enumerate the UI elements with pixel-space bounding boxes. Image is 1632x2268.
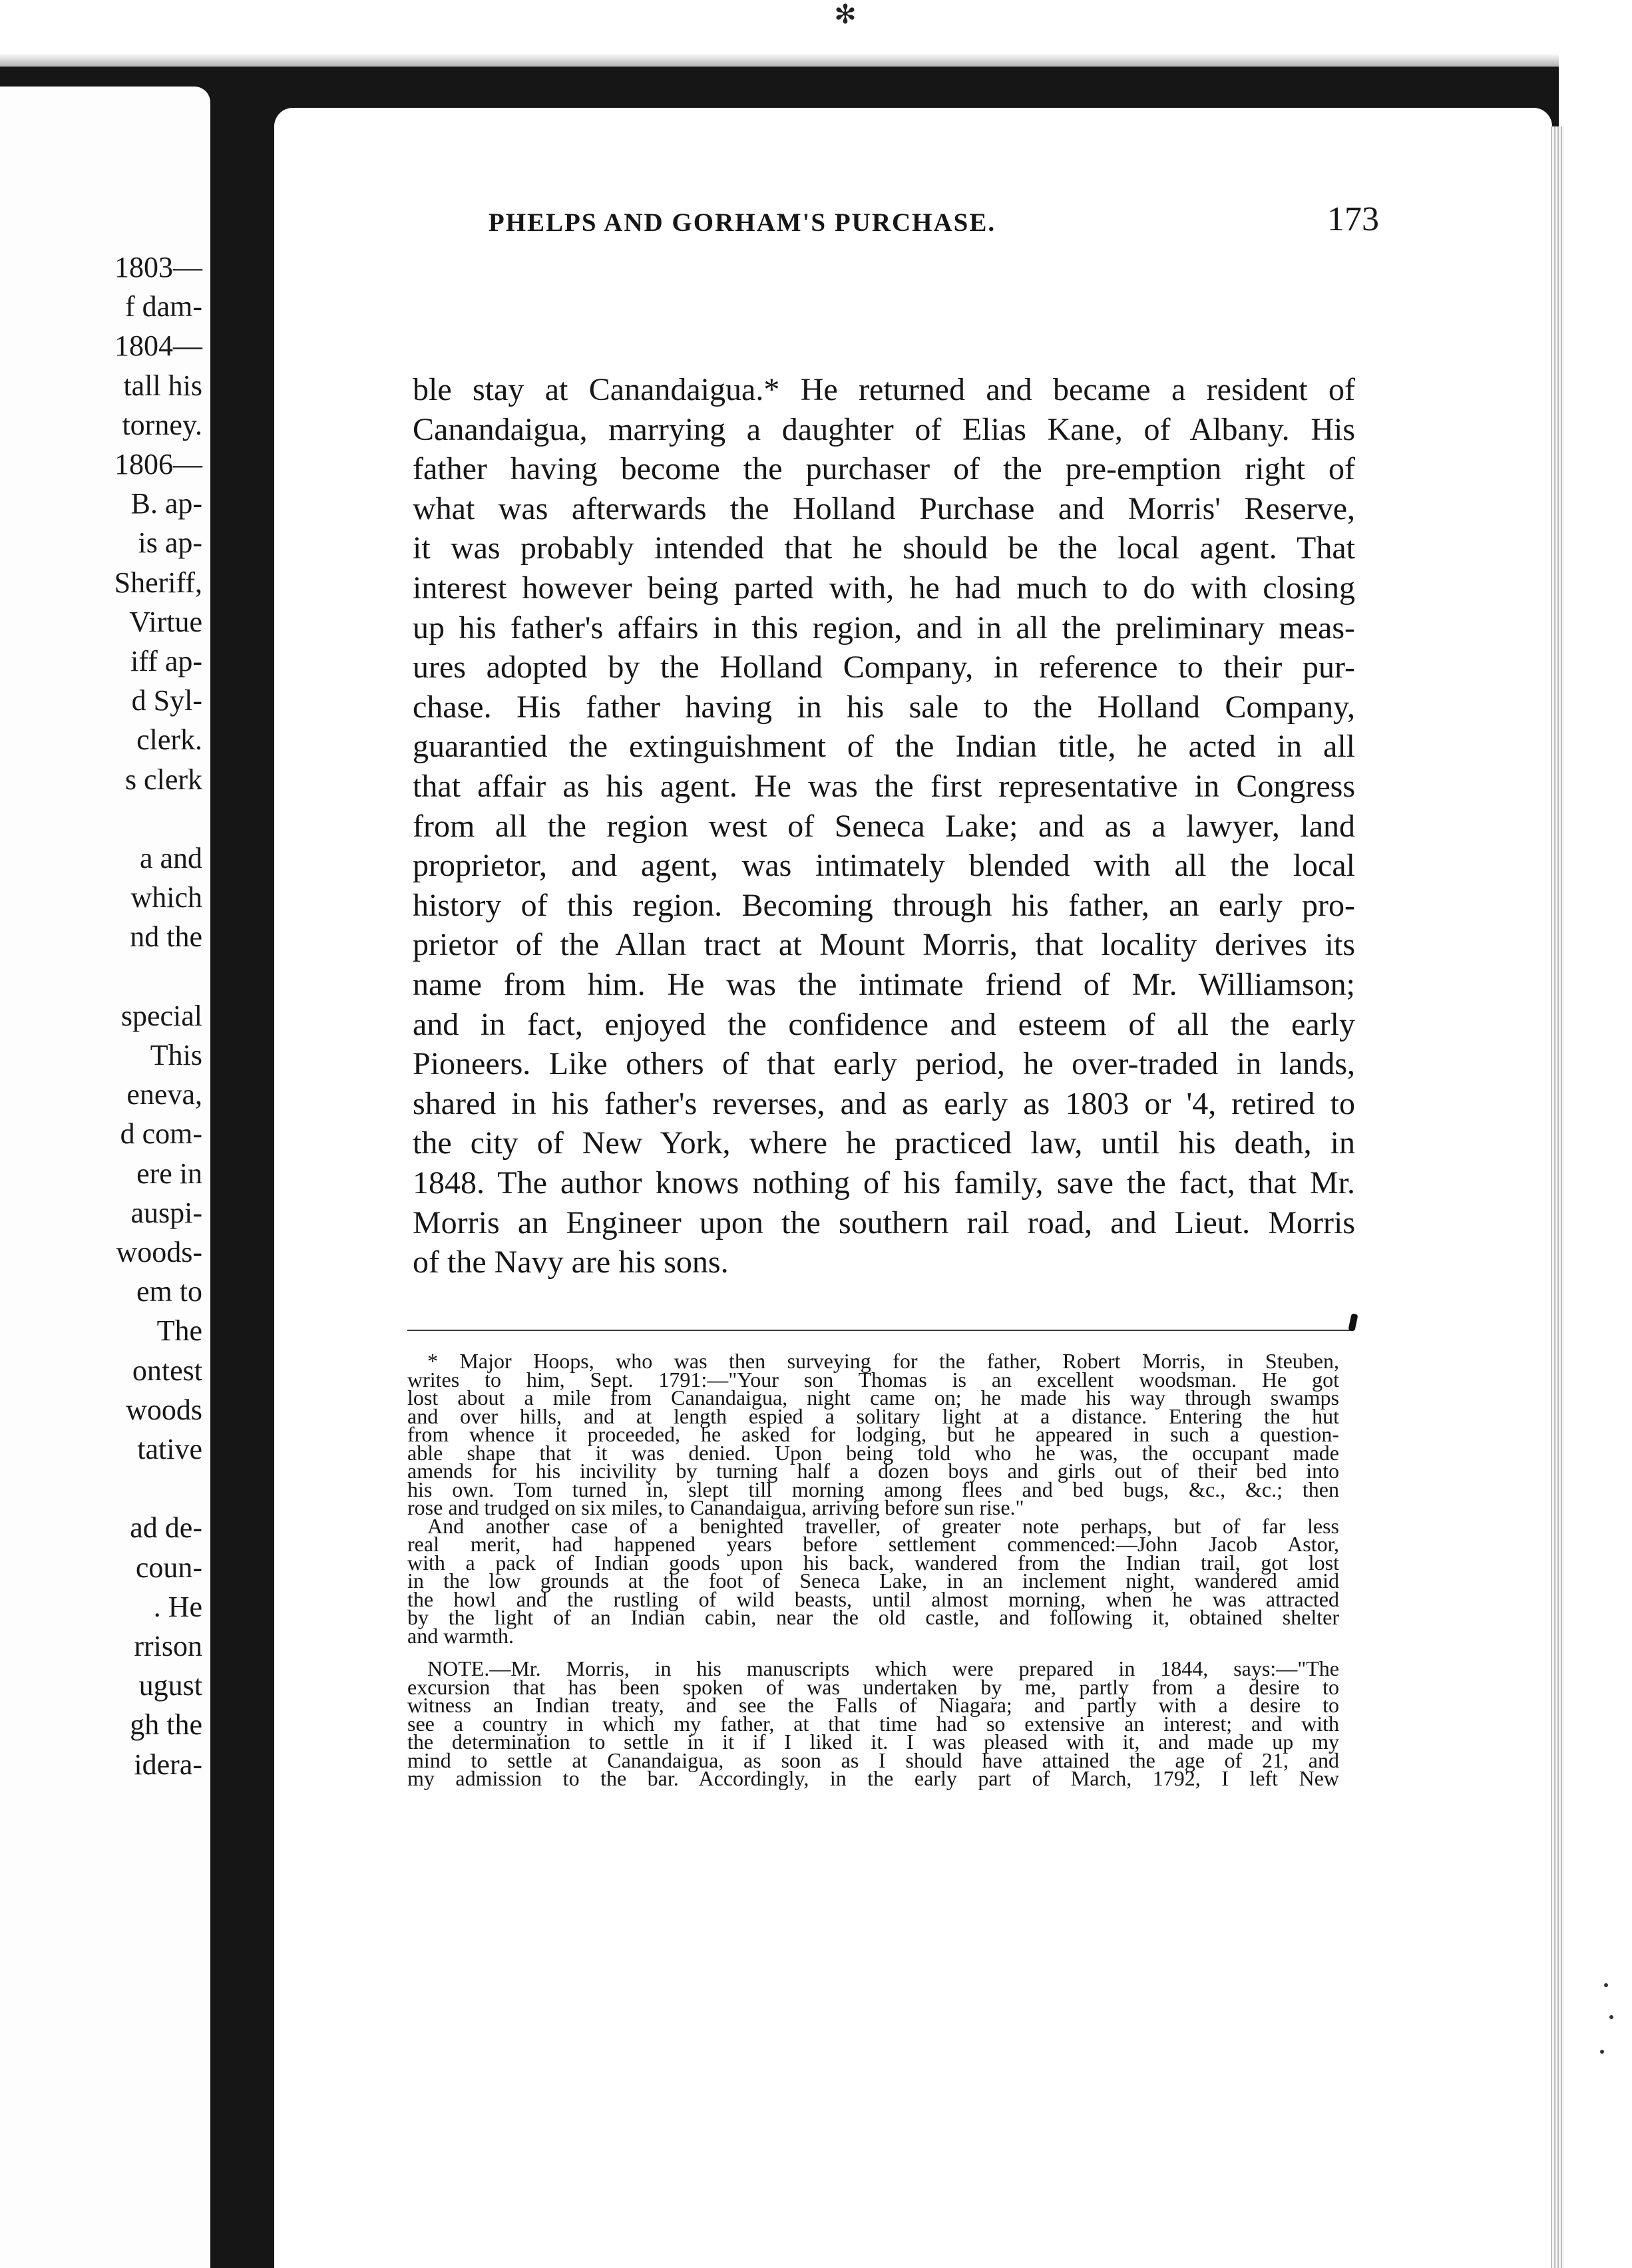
body-line: ures adopted by the Holland Company, in reference to their pur-: [413, 650, 1355, 685]
previous-page-line: eneva,: [126, 1078, 202, 1111]
previous-page-line: nd the: [130, 920, 202, 954]
previous-page-line: d com-: [120, 1117, 202, 1151]
body-line: Pioneers. Like others of that early period, he over-traded in lands,: [413, 1046, 1355, 1082]
note-line: see a country in which my father, at that time had so extensive an interest; and with: [407, 1711, 1339, 1736]
previous-page-line: ontest: [132, 1354, 202, 1387]
previous-page-line: . He: [153, 1590, 202, 1623]
note-line: NOTE.—Mr. Morris, in his manuscripts which were prepared in 1844, says:—"The: [427, 1656, 1339, 1680]
body-line: chase. His father having in his sale to the Holland Company,: [413, 689, 1355, 725]
footnote-line: rose and trudged on six miles, to Canandaigua, arriving before sun rise.": [407, 1495, 1024, 1519]
previous-page-line: d Syl-: [131, 684, 202, 717]
footnote-line: from whence it proceeded, he asked for lodging, but he appeared in such a question-: [407, 1422, 1339, 1446]
footnote-line: able shape that it was denied. Upon being told who he was, the occupant made: [407, 1440, 1339, 1465]
body-line: guarantied the extinguishment of the Indian title, he acted in all: [413, 729, 1355, 765]
footnote-line: by the light of an Indian cabin, near the old castle, and following it, obtained shelter: [407, 1605, 1339, 1629]
previous-page-line: This: [150, 1039, 202, 1071]
running-head: PHELPS AND GORHAM'S PURCHASE.: [488, 208, 996, 237]
footnote-line: and warmth.: [407, 1623, 514, 1648]
previous-page-line: a and: [139, 842, 202, 874]
previous-page-line: tative: [137, 1433, 202, 1465]
previous-page-line: idera-: [134, 1748, 202, 1781]
scan-specks: [1599, 1983, 1619, 2063]
previous-page-line: woods-: [116, 1236, 202, 1268]
previous-page-line: 1806—: [114, 448, 202, 480]
previous-page-line: B. ap-: [130, 487, 202, 520]
body-line: interest however being parted with, he had much to do with closing: [413, 570, 1355, 606]
previous-page-line: rrison: [134, 1630, 202, 1662]
previous-page-line: clerk.: [136, 723, 202, 757]
previous-page-line: em to: [136, 1275, 202, 1308]
body-line: ble stay at Canandaigua.* He returned and became a resident of: [413, 372, 1355, 407]
scanner-right-margin: [1559, 0, 1632, 2268]
body-line: of the Navy are his sons.: [413, 1244, 729, 1280]
note-line: excursion that has been spoken of was undertaken by me, partly from a desire to: [407, 1674, 1339, 1699]
body-line: up his father's affairs in this region, and in all the preliminary meas-: [413, 610, 1355, 646]
previous-page-line: auspi-: [130, 1196, 202, 1229]
footnote-line: and over hills, and at length espied a solitary light at a distance. Entering the hut: [407, 1404, 1339, 1428]
body-line: history of this region. Becoming through his father, an early pro-: [413, 887, 1355, 923]
previous-page-line: ad de-: [130, 1511, 202, 1545]
footnote-line: amends for his incivility by turning half a dozen boys and girls out of their bed into: [407, 1459, 1339, 1483]
previous-page-line: Virtue: [129, 605, 202, 638]
body-line: prietor of the Allan tract at Mount Morris, that locality derives its: [413, 927, 1355, 963]
previous-page-line: torney.: [122, 408, 202, 441]
previous-page-line: ugust: [138, 1669, 202, 1702]
note-line: mind to settle at Canandaigua, as soon as I should have attained the age of 21, and: [407, 1748, 1339, 1772]
previous-page-line: s clerk: [124, 763, 202, 796]
body-line: 1848. The author knows nothing of his family, save the fact, that Mr.: [413, 1165, 1355, 1201]
binding-clip-mark: ✻: [834, 0, 857, 30]
previous-page-line: The: [156, 1314, 202, 1348]
note-line: my admission to the bar. Accordingly, in the early part of March, 1792, I left New: [407, 1766, 1339, 1790]
page-number: 173: [1327, 200, 1379, 238]
body-line: that affair as his agent. He was the first representative in Congress: [413, 769, 1355, 804]
footnote-rule: [407, 1330, 1352, 1331]
previous-page-line: 1804—: [114, 329, 202, 363]
previous-page-line: special: [120, 999, 202, 1032]
footnote-line: And another case of a benighted traveller, of greater note perhaps, but of far less: [427, 1513, 1339, 1538]
footnote-line: with a pack of Indian goods upon his back, wandered from the Indian trail, got lost: [407, 1550, 1339, 1575]
body-line: name from him. He was the intimate friend of Mr. Williamson;: [413, 967, 1355, 1002]
previous-page-line: coun-: [135, 1551, 202, 1584]
footnote-line: in the low grounds at the foot of Seneca Lake, in an inclement night, wandered amid: [407, 1569, 1339, 1593]
previous-page-line: Sheriff,: [114, 566, 202, 599]
body-line: proprietor, and agent, was intimately blended with all the local: [413, 848, 1355, 884]
footnote-line: his own. Tom turned in, slept till morning among flees and bed bugs, &c., &c.; then: [407, 1477, 1339, 1501]
body-line: Canandaigua, marrying a daughter of Elias Kane, of Albany. His: [413, 411, 1355, 447]
body-line: it was probably intended that he should be the local agent. That: [413, 530, 1355, 566]
previous-page-line: ere in: [136, 1157, 202, 1190]
body-line: and in fact, enjoyed the confidence and esteem of all the early: [413, 1006, 1355, 1042]
previous-page-line: gh the: [130, 1708, 202, 1742]
body-line: what was afterwards the Holland Purchase and Morris' Reserve,: [413, 490, 1355, 526]
footnote-line: the howl and the rustling of wild beasts, until almost morning, when he was attracted: [407, 1587, 1339, 1611]
footnote-line: real merit, had happened years before settlement commenced:—John Jacob Astor,: [407, 1532, 1339, 1556]
note-line: the determination to settle in it if I liked it. I was pleased with it, and made up my: [407, 1730, 1339, 1754]
previous-page-line: f dam-: [124, 290, 202, 323]
body-line: the city of New York, where he practiced law, until his death, in: [413, 1125, 1355, 1161]
previous-page-fragment: [0, 87, 210, 2268]
footnote-line: writes to him, Sept. 1791:—"Your son Thomas is an excellent woodsman. He got: [407, 1367, 1339, 1392]
body-line: Morris an Engineer upon the southern rail road, and Lieut. Morris: [413, 1205, 1355, 1240]
body-line: father having become the purchaser of the pre-emption right of: [413, 451, 1355, 487]
previous-page-line: tall his: [123, 369, 202, 402]
page-stack-edge: [1551, 126, 1564, 2268]
note-line: witness an Indian treaty, and see the Falls of Niagara; and partly with a desire to: [407, 1693, 1339, 1717]
previous-page-line: which: [130, 881, 202, 914]
footnote-line: lost about a mile from Canandaigua, night came on; he made his way through swamps: [407, 1386, 1339, 1410]
body-line: from all the region west of Seneca Lake; and as a lawyer, land: [413, 808, 1355, 844]
previous-page-line: is ap-: [138, 526, 202, 560]
footnote-line: * Major Hoops, who was then surveying for the father, Robert Morris, in Steuben,: [427, 1349, 1339, 1373]
previous-page-line: 1803—: [114, 251, 202, 284]
previous-page-line: iff ap-: [130, 645, 202, 677]
previous-page-line: woods: [126, 1393, 202, 1426]
body-line: shared in his father's reverses, and as early as 1803 or '4, retired to: [413, 1085, 1355, 1121]
